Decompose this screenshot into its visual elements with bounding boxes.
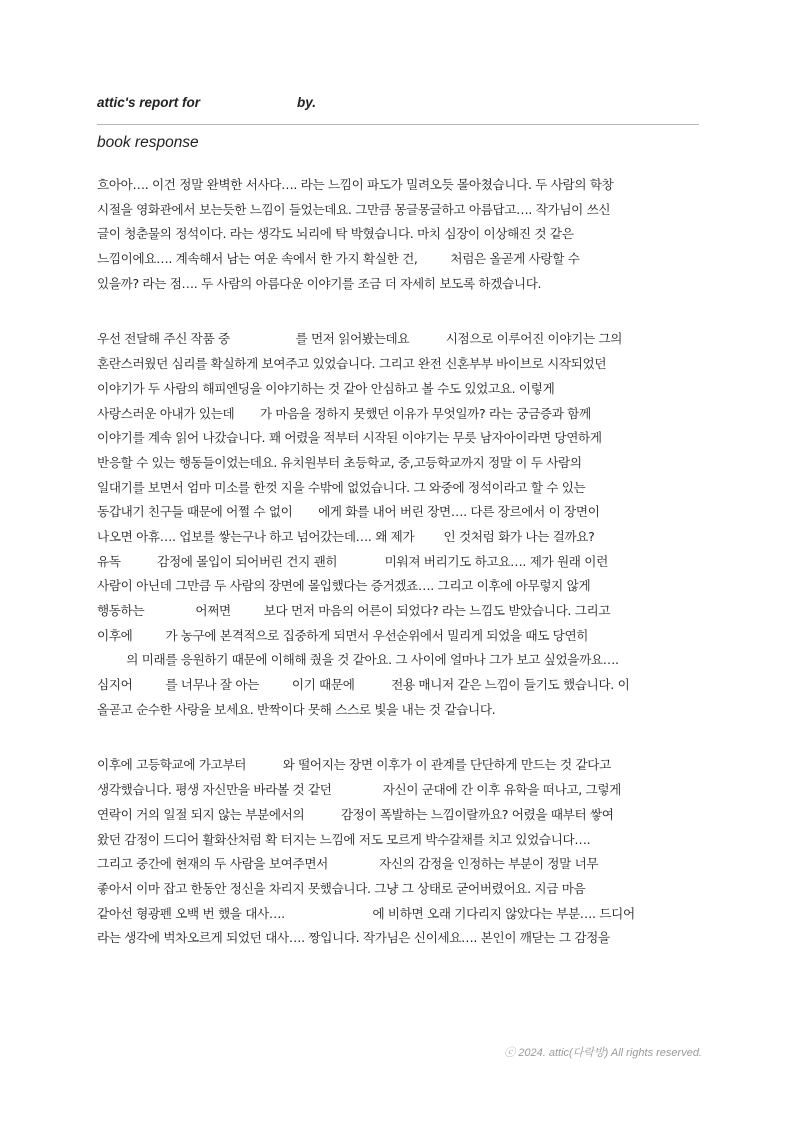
- text-line: 글이 청춘물의 정석이다. 라는 생각도 뇌리에 탁 박혔습니다. 마치 심장이 이상해진 것 같은: [97, 226, 574, 242]
- text-line: 반응할 수 있는 행동들이었는데요. 유치원부터 초등학교, 중,고등학교까지 정말 이 두 사람의: [97, 454, 582, 470]
- paragraph-2: [97, 327, 717, 722]
- text-line: 흐아아…. 이건 정말 완벽한 서사다…. 라는 느낌이 파도가 밀려오듯 몰아쳤습니다. 두 사람의 학창: [97, 177, 614, 192]
- text-line: 사랑스러운 아내가 있는데 가 마음을 정하지 못했던 이유가 무엇일까? 라는 궁금증과 함께: [97, 405, 591, 421]
- report-header: [97, 95, 317, 110]
- text-line: 나오면 아휴…. 업보를 쌓는구나 하고 넘어갔는데…. 왜 제가 인 것처럼 화가 나는 걸까요?: [97, 528, 595, 544]
- text-line: 우선 전달해 주신 작품 중 를 먼저 읽어봤는데요 시점으로 이루어진 이야기는 그의: [97, 331, 623, 347]
- text-line: 느낌이에요…. 계속해서 남는 여운 속에서 한 가지 확실한 건, 처럼은 올곧게 사랑할 수: [97, 251, 580, 267]
- paragraph-3: [97, 753, 717, 951]
- text-line: 있을까? 라는 점…. 두 사람의 아름다운 이야기를 조금 더 자세히 보도록 하겠습니다.: [97, 275, 542, 291]
- text-line: 이야기가 두 사람의 해피엔딩을 이야기하는 것 같아 안심하고 볼 수도 있었고요. 이렇게: [97, 380, 555, 396]
- text-line: 일대기를 보면서 엄마 미소를 한껏 지을 수밖에 없었습니다. 그 와중에 정석이라고 할 수 있는: [97, 479, 586, 495]
- text-line: 시절을 영화관에서 보는듯한 느낌이 들었는데요. 그만큼 몽글몽글하고 아름답고…. 작가님이 쓰신: [97, 201, 611, 217]
- text-line: 심지어 를 너무나 잘 아는 이기 때문에 전용 매니저 같은 느낌이 들기도 했습니다. 이: [97, 677, 630, 693]
- text-line: 의 미래를 응원하기 때문에 이해해 줬을 것 같아요. 그 사이에 얼마나 그가 보고 싶었을까요….: [97, 652, 619, 668]
- book-response-body: [97, 173, 717, 982]
- text-line: 연락이 거의 일절 되지 않는 부분에서의 감정이 폭발하는 느낌이랄까요? 어렸을 때부터 쌓여: [97, 806, 614, 822]
- header-divider: [97, 124, 699, 125]
- paragraph-1: [97, 173, 717, 296]
- text-line: 라는 생각에 벅차오르게 되었던 대사…. 짱입니다. 작가님은 신이세요…. 본인이 깨닫는 그 감정을: [97, 930, 610, 946]
- text-line: 사람이 아닌데 그만큼 두 사람의 장면에 몰입했다는 증거겠죠…. 그리고 이후에 아무렇지 않게: [97, 578, 591, 594]
- text-line: 생각했습니다. 평생 자신만을 바라볼 것 같던 자신이 군대에 간 이후 유학을 떠나고, 그렇게: [97, 782, 621, 798]
- text-line: 이후에 가 농구에 본격적으로 집중하게 되면서 우선순위에서 밀리게 되었을 때도 당연히: [97, 627, 589, 643]
- text-line: 행동하는 어쩌면 보다 먼저 마음의 어른이 되었다? 라는 느낌도 받았습니다. 그리고: [97, 603, 611, 618]
- text-line: 올곧고 순수한 사랑을 보세요. 반짝이다 못해 스스로 빛을 내는 것 같습니다.: [97, 701, 496, 717]
- report-for-label: attic's report for: [97, 95, 200, 110]
- text-line: 좋아서 이마 잡고 한동안 정신을 차리지 못했습니다. 그냥 그 상태로 굳어버렸어요. 지금 마음: [97, 880, 586, 896]
- copyright-footer: ⓒ 2024. attic(다락방) All rights reserved.: [504, 1047, 702, 1059]
- text-line: 같아선 형광펜 오백 번 했을 대사…. 에 비하면 오래 기다리지 않았다는 부분…. 드디어: [97, 905, 635, 921]
- by-label: by.: [297, 95, 317, 110]
- text-line: 동갑내기 친구들 때문에 어쩔 수 없이 에게 화를 내어 버린 장면…. 다른 장르에서 이 장면이: [97, 504, 600, 520]
- text-line: 그리고 중간에 현재의 두 사람을 보여주면서 자신의 감정을 인정하는 부분이 정말 너무: [97, 856, 599, 872]
- section-subtitle: book response: [97, 134, 199, 151]
- text-line: 왔던 감정이 드디어 활화산처럼 확 터지는 느낌에 저도 모르게 박수갈채를 치고 있었습니다….: [97, 831, 591, 847]
- text-line: 유독 감정에 몰입이 되어버린 건지 괜히 미워져 버리기도 하고요…. 제가 원래 이런: [97, 553, 608, 569]
- text-line: 이야기를 계속 읽어 나갔습니다. 꽤 어렸을 적부터 시작된 이야기는 무릇 남자아이라면 당연하게: [97, 430, 602, 446]
- text-line: 이후에 고등학교에 가고부터 와 떨어지는 장면 이후가 이 관계를 단단하게 만드는 것 같다고: [97, 757, 611, 773]
- text-line: 혼란스러웠던 심리를 확실하게 보여주고 있었습니다. 그리고 완전 신혼부부 바이브로 시작되었던: [97, 356, 607, 372]
